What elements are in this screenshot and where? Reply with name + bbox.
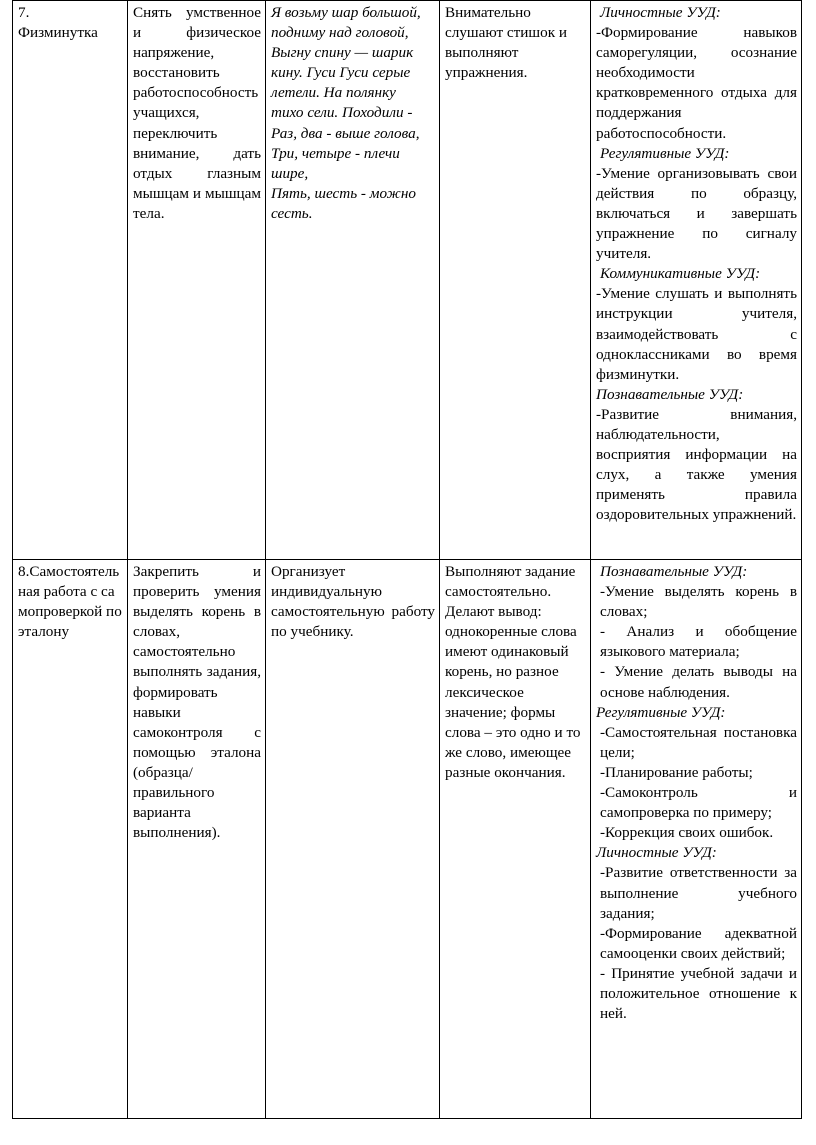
uud-item: -Умение слушать и выполнять инструкции учителя, взаимодействовать с одноклассниками во время физминутки.	[596, 285, 797, 383]
uud-title: Регулятивные УУД:	[596, 703, 726, 721]
teacher-text: Организует индивидуальную самостоятельную работу по учебнику.	[271, 563, 435, 641]
uud-cell	[591, 560, 802, 1119]
uud-title: Личностные УУД:	[596, 844, 717, 862]
stage-title: Физминутка	[18, 24, 98, 42]
goal-cell	[128, 1, 266, 560]
uud-item: -Коррекция своих ошибок.	[600, 824, 774, 842]
uud-item: - Принятие учебной задачи и положительное отношение к ней.	[600, 964, 797, 1023]
uud-item: -Развитие внимания, наблюдательности, восприятия информации на слух, а также умения применять правила оздоровительных упражнений.	[596, 405, 797, 524]
poem-line: Пять, шесть - можно	[271, 184, 416, 202]
students-cell	[440, 560, 591, 1119]
uud-title: Коммуникативные УУД:	[600, 265, 761, 283]
poem-line: сесть.	[271, 204, 313, 222]
uud-item: -Развитие ответственности за выполнение учебного задания;	[600, 864, 797, 922]
stage-title: 8.Самостоятельная работа с самопроверкой по эталону	[18, 563, 122, 641]
uud-cell	[591, 1, 802, 560]
poem-line: Выгну спину — шарик	[271, 44, 414, 62]
students-cell	[440, 1, 591, 560]
uud-item: - Анализ и обобщение языкового материала;	[600, 623, 797, 661]
poem-line: тихо сели. Походили -	[271, 104, 413, 122]
students-text: Выполняют задание самостоятельно. Делают вывод: однокоренные слова имеют одинаковый корень, но разное лексическое значение; формы слова – это одно и то же слово, имеющее разные окончания.	[445, 563, 581, 781]
students-text: Внимательно слушают стишок и выполняют упражнения.	[445, 4, 568, 82]
poem-line: подниму над головой,	[271, 24, 409, 42]
goal-text: Снять умственное и физическое напряжение, восстановить работоспособность учащихся, переключить внимание, дать отдых глазным мышцам и мышцам тела.	[133, 4, 261, 222]
uud-item: -Формирование навыков саморегуляции, осознание необходимости кратковременного отдыха для поддержания работоспособности.	[596, 24, 797, 142]
uud-item: -Умение выделять корень в словах;	[600, 583, 797, 621]
uud-title: Познавательные УУД:	[596, 385, 744, 403]
uud-title: Познавательные УУД:	[600, 563, 748, 580]
poem-line: Раз, два - выше голова,	[271, 124, 420, 142]
poem-line: Три, четыре - плечи	[271, 144, 400, 162]
stage-cell	[13, 560, 128, 1119]
uud-item: -Самоконтроль и самопроверка по примеру;	[600, 784, 797, 822]
teacher-cell	[266, 1, 440, 560]
goal-cell	[128, 560, 266, 1119]
uud-item: -Формирование адекватной самооценки своих действий;	[600, 924, 797, 962]
uud-item: - Умение делать выводы на основе наблюдения.	[600, 663, 797, 701]
poem-line: шире,	[271, 164, 309, 182]
teacher-cell	[266, 560, 440, 1119]
table-row	[13, 1, 802, 560]
uud-item: -Самостоятельная постановка цели;	[600, 723, 797, 761]
lesson-stages-table	[12, 0, 802, 1119]
poem-line: кину. Гуси Гуси серые	[271, 64, 411, 82]
poem-line: летели. На полянку	[271, 84, 396, 102]
uud-item: -Планирование работы;	[600, 763, 753, 781]
table-row	[13, 560, 802, 1119]
stage-cell	[13, 1, 128, 560]
poem-line: Я возьму шар большой,	[271, 4, 421, 21]
stage-number: 7.	[18, 4, 30, 21]
uud-item: -Умение организовывать свои действия по образцу, включаться и завершать упражнение по сигналу учителя.	[596, 164, 797, 263]
uud-title: Личностные УУД:	[600, 4, 721, 21]
goal-text: Закрепить и проверить умения выделять корень в словах, самостоятельно выполнять задания, формировать навыки самоконтроля с помощью эталона (образца/правильного варианта выполнения).	[133, 563, 261, 842]
uud-title: Регулятивные УУД:	[600, 144, 730, 162]
